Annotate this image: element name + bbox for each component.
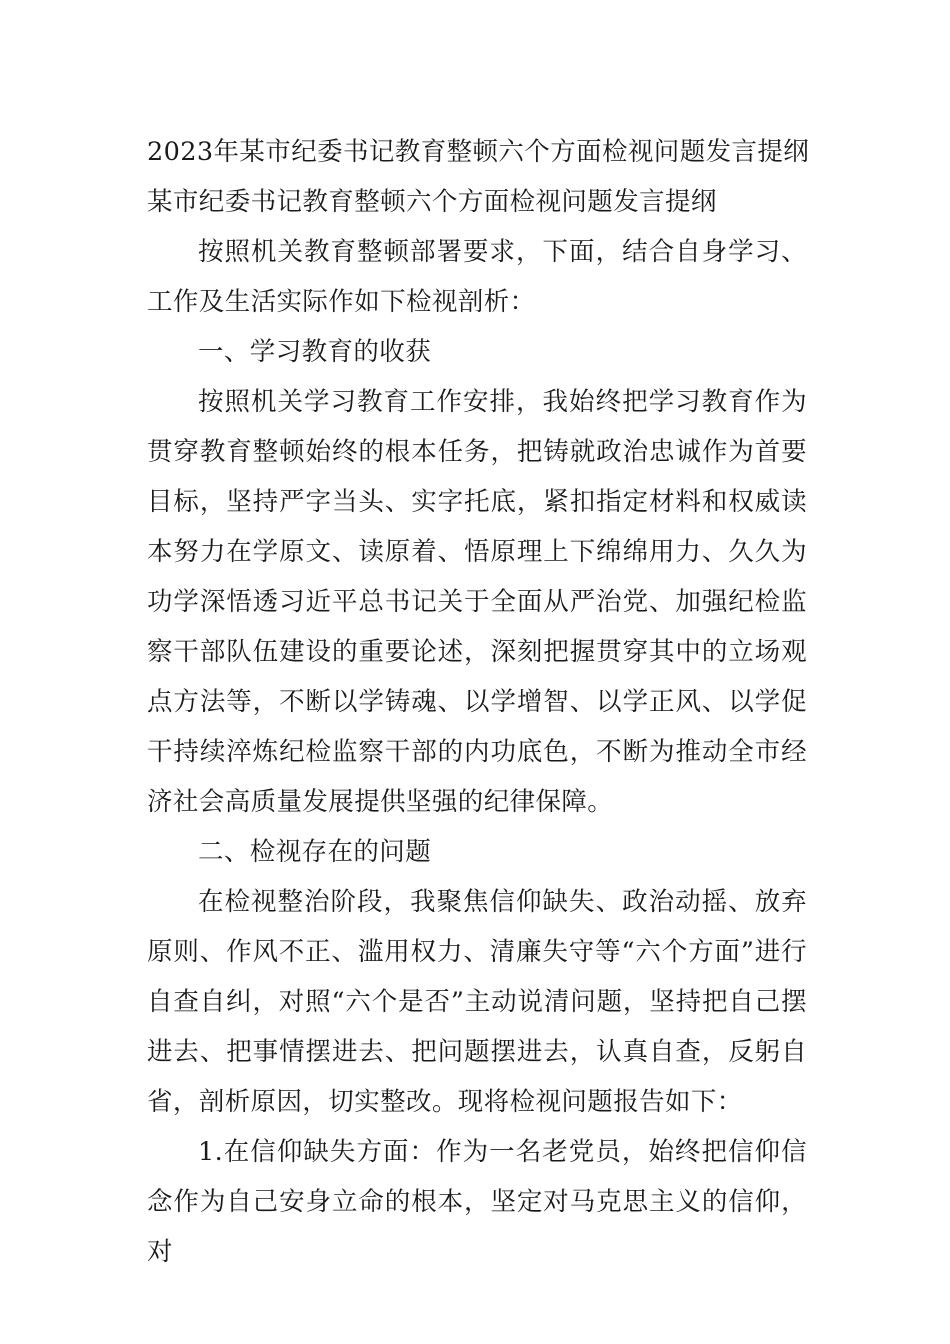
document-title-line-2: 某市纪委书记教育整顿六个方面检视问题发言提纲 [147, 187, 717, 217]
item-1-paragraph: 1.在信仰缺失方面：作为一名老党员，始终把信仰信念作为自己安身立命的根本，坚定对马克思主义的信仰，对 [147, 1137, 807, 1267]
document-body [147, 127, 810, 1277]
document-title-line-1: 2023年某市纪委书记教育整顿六个方面检视问题发言提纲 [147, 137, 810, 167]
section-1-paragraph: 按照机关学习教育工作安排，我始终把学习教育作为贯穿教育整顿始终的根本任务，把铸就政治忠诚作为首要目标，坚持严字当头、实字托底，紧扣指定材料和权威读本努力在学原文、读原着、悟原理上下绵绵用力、久久为功学深悟透习近平总书记关于全面从严治党、加强纪检监察干部队伍建设的重要论述，深刻把握贯穿其中的立场观点方法等，不断以学铸魂、以学增智、以学正风、以学促干持续淬炼纪检监察干部的内功底色，不断为推动全市经济社会高质量发展提供坚强的纪律保障。 [147, 387, 807, 817]
intro-paragraph: 按照机关教育整顿部署要求，下面，结合自身学习、工作及生活实际作如下检视剖析： [147, 237, 807, 317]
section-1-heading: 一、学习教育的收获 [198, 337, 432, 367]
section-2-heading: 二、检视存在的问题 [198, 837, 432, 867]
section-2-paragraph: 在检视整治阶段，我聚焦信仰缺失、政治动摇、放弃原则、作风不正、滥用权力、清廉失守等“六个方面”进行自查自纠，对照“六个是否”主动说清问题，坚持把自己摆进去、把事情摆进去、把问题摆进去，认真自查，反躬自省，剖析原因，切实整改。现将检视问题报告如下： [147, 887, 807, 1117]
